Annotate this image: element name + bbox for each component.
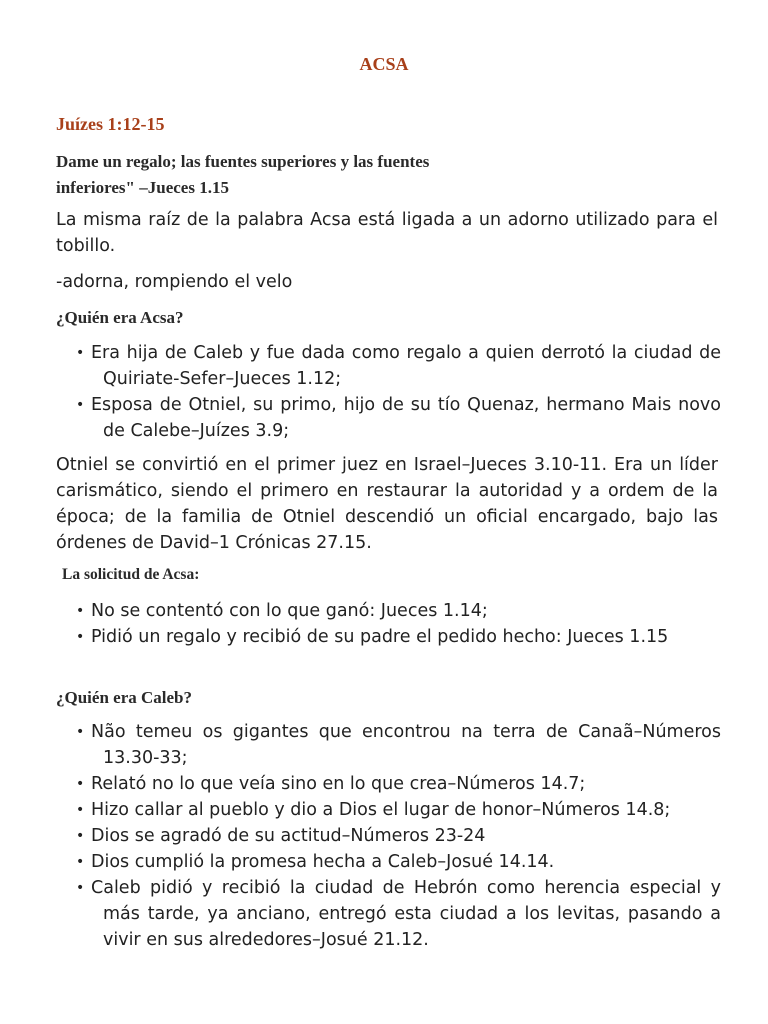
section-heading-acsa: ¿Quién era Acsa? — [56, 308, 184, 327]
solicitud-list — [76, 598, 721, 650]
intro-paragraph: La misma raíz de la palabra Acsa está ligada a un adorno utilizado para el tobillo. — [56, 210, 718, 256]
scripture-reference: Juízes 1:12-15 — [56, 114, 165, 134]
list-item: • Hizo callar al pueblo y dio a Dios el lugar de honor–Números 14.8; — [76, 797, 721, 823]
quote-line-1: Dame un regalo; las fuentes superiores y las fuentes — [56, 152, 430, 171]
list-item: • Era hija de Caleb y fue dada como regalo a quien derrotó la ciudad de Quiriate-Sefer–Jueces 1.12; — [76, 340, 721, 392]
section-heading-caleb: ¿Quién era Caleb? — [56, 688, 192, 707]
opening-quote — [56, 149, 716, 201]
list-item: • Caleb pidió y recibió la ciudad de Hebrón como herencia especial y más tarde, ya anciano, entregó esta ciudad a los levitas, pasando a vivir en sus alrededores–Josué 21.12. — [76, 875, 721, 953]
document-title: ACSA — [359, 54, 409, 74]
list-item: • Não temeu os gigantes que encontrou na terra de Canaã–Números 13.30-33; — [76, 719, 721, 771]
intro-note: -adorna, rompiendo el velo — [56, 272, 293, 292]
list-item: • Esposa de Otniel, su primo, hijo de su tío Quenaz, hermano Mais novo de Calebe–Juízes 3.9; — [76, 392, 721, 444]
list-item: • Pidió un regalo y recibió de su padre el pedido hecho: Jueces 1.15 — [76, 624, 721, 650]
acsa-list — [76, 340, 721, 444]
list-item: • No se contentó con lo que ganó: Jueces 1.14; — [76, 598, 721, 624]
list-item: • Relató no lo que veía sino en lo que crea–Números 14.7; — [76, 771, 721, 797]
list-item: • Dios se agradó de su actitud–Números 23-24 — [76, 823, 721, 849]
list-item: • Dios cumplió la promesa hecha a Caleb–Josué 14.14. — [76, 849, 721, 875]
quote-line-2: inferiores" –Jueces 1.15 — [56, 178, 229, 197]
caleb-list — [76, 719, 721, 953]
section-heading-solicitud: La solicitud de Acsa: — [62, 566, 200, 583]
otniel-paragraph: Otniel se convirtió en el primer juez en Israel–Jueces 3.10-11. Era un líder carismático, siendo el primero en restaurar la autoridad y a ordem de la época; de la familia de Otniel descendió un oficial encargado, bajo las órdenes de David–1 Crónicas 27.15. — [56, 455, 718, 553]
